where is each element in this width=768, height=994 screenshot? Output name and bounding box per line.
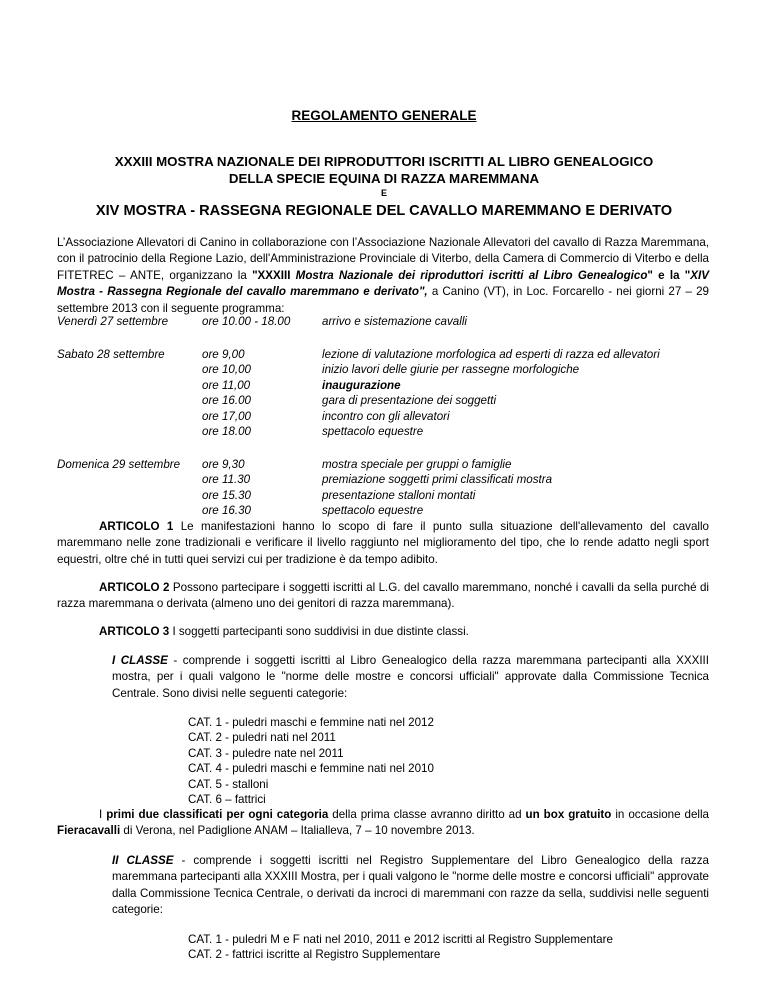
schedule-time: ore 10.00 - 18.00 <box>202 315 291 328</box>
intro-paragraph <box>57 235 709 317</box>
intro-bold-2: " e la " <box>647 268 691 282</box>
article-1 <box>57 519 709 568</box>
schedule-activity: mostra speciale per gruppi o famiglie <box>322 458 512 471</box>
category-item: CAT. 2 - puledri nati nel 2011 <box>188 731 336 745</box>
intro-text-1: L’Associazione Allevatori di Canino in collaborazione con l’Associazione Nazionale Allevatori del cavallo di Razza Maremmana, con il patrocinio della Regione Lazio, dell'Amministrazione Provinciale di Viterbo, della Camera di Commercio di Viterbo e della FITETREC – ANTE, organizzano la <box>57 236 709 282</box>
schedule-activity-highlight: inaugurazione <box>322 378 401 392</box>
category-item: CAT. 5 - stalloni <box>188 777 269 791</box>
document-title: REGOLAMENTO GENERALE <box>291 108 477 123</box>
schedule-activity: lezione di valutazione morfologica ad esperti di razza ed allevatori <box>322 348 660 361</box>
schedule-time: ore 11,00 <box>202 378 251 392</box>
schedule-time: ore 18.00 <box>202 425 251 439</box>
schedule-activity: inizio lavori delle giurie per rassegne morfologiche <box>322 363 580 377</box>
prize-text: in occasione della <box>611 808 709 821</box>
schedule-time: ore 17,00 <box>202 409 251 423</box>
category-item: CAT. 1 - puledri M e F nati nel 2010, 2011 e 2012 iscritti al Registro Supplementare <box>188 933 613 946</box>
intro-bolditalic-2: XIV Mostra - Rassegna Regionale del cavallo maremmano e derivato <box>57 268 709 299</box>
schedule-activities <box>322 457 552 519</box>
schedule-day: Sabato 28 settembre <box>57 348 165 361</box>
article-3 <box>57 624 709 640</box>
class-2-text: - comprende i soggetti iscritti nel Registro Supplementare del Libro Genealogico della razza maremmana partecipanti alla XXXIII Mostra, per i quali valgono le "norme delle mostre e concorsi ufficiali" approvate dalla Commissione Tecnica Centrale, o derivati da incroci di maremmani con razze da sella, suddivisi nelle seguenti categorie: <box>112 854 710 917</box>
class-2-label: II CLASSE <box>112 854 174 867</box>
schedule-time: ore 16.30 <box>202 504 251 518</box>
schedule-time: ore 9,00 <box>202 348 245 361</box>
schedule-activity: presentazione stalloni montati <box>322 488 476 502</box>
class-1-text: - comprende i soggetti iscritti al Libro Genealogico della razza maremmana partecipanti alla XXXIII mostra, per i quali valgono le "norme delle mostre e concorsi ufficiali" approvate dalla Commissione Tecnica Centrale. Sono divisi nelle seguenti categorie: <box>112 654 709 700</box>
schedule-activity: spettacolo equestre <box>322 504 424 518</box>
schedule-activity: arrivo e sistemazione cavalli <box>322 315 467 328</box>
schedule-time: ore 10,00 <box>202 363 251 377</box>
schedule-activity: spettacolo equestre <box>322 425 424 439</box>
class-1-categories <box>188 715 434 807</box>
schedule-activity: gara di presentazione dei soggetti <box>322 394 497 408</box>
schedule-time: ore 15.30 <box>202 488 251 502</box>
article-2 <box>57 580 709 613</box>
schedule-activities <box>322 347 660 439</box>
schedule-activity: incontro con gli allevatori <box>322 409 450 423</box>
schedule-times <box>202 457 251 519</box>
category-item: CAT. 4 - puledri maschi e femmine nati nel 2010 <box>188 762 434 776</box>
article-1-text: Le manifestazioni hanno lo scopo di fare il punto sulla situazione dell'allevamento del cavallo maremmano nelle zone tradizionali e verificare il livello raggiunto nel miglioramento del tipo, che lo rende adatto negli sport equestri, oltre ché in tutti quei servizi cui per tradizione è da tempo adibito. <box>57 520 709 566</box>
article-2-text: Possono partecipare i soggetti iscritti al L.G. del cavallo maremmano, nonché i cavalli da sella purché di razza maremmana o derivata (almeno uno dei genitori di razza maremmana). <box>57 581 709 611</box>
schedule-time: ore 16.00 <box>202 394 251 408</box>
schedule-times <box>202 347 251 439</box>
intro-text-2: a Canino (VT), in Loc. Forcarello - nei giorni 27 – 29 settembre 2013 con il seguente programma: <box>57 285 709 315</box>
intro-bold-3: ", <box>418 285 428 299</box>
class-1 <box>112 653 709 702</box>
class-1-label: I CLASSE <box>112 654 168 667</box>
category-item: CAT. 6 – fattrici <box>188 793 266 807</box>
prize-text: I <box>99 808 107 821</box>
prize-text: della prima classe avranno diritto ad <box>328 808 526 821</box>
heading-2: XIV MOSTRA - RASSEGNA REGIONALE DEL CAVALLO MAREMMANO E DERIVATO <box>95 203 673 219</box>
schedule-day: Venerdì 27 settembre <box>57 315 169 328</box>
schedule-day: Domenica 29 settembre <box>57 458 181 471</box>
article-3-text: I soggetti partecipanti sono suddivisi in due distinte classi. <box>169 625 469 638</box>
prize-bold: primi due classificati per ogni categoria <box>106 808 329 821</box>
intro-bold-1: "XXXIII <box>252 268 296 282</box>
heading-conjunction: E <box>380 188 387 198</box>
category-item: CAT. 1 - puledri maschi e femmine nati nel 2012 <box>188 716 434 729</box>
article-3-label: ARTICOLO 3 <box>99 625 170 638</box>
schedule-activity: premiazione soggetti primi classificati mostra <box>322 473 553 487</box>
prize-text: di Verona, nel Padiglione ANAM – Italialleva, 7 – 10 novembre 2013. <box>120 824 475 838</box>
schedule-time: ore 11.30 <box>202 473 251 487</box>
intro-bolditalic-1: Mostra Nazionale dei riproduttori iscritti al Libro Genealogico <box>295 268 648 282</box>
prize-paragraph <box>57 807 709 840</box>
article-2-label: ARTICOLO 2 <box>99 581 170 594</box>
prize-bold: un box gratuito <box>525 808 612 821</box>
schedule-time: ore 9,30 <box>202 458 245 471</box>
class-2-categories <box>188 932 613 963</box>
category-item: CAT. 3 - puledre nate nel 2011 <box>188 746 344 760</box>
heading-line-2: DELLA SPECIE EQUINA DI RAZZA MAREMMANA <box>228 171 540 186</box>
class-2 <box>112 853 709 919</box>
article-1-label: ARTICOLO 1 <box>99 520 174 533</box>
category-item: CAT. 2 - fattrici iscritte al Registro Supplementare <box>188 948 441 962</box>
prize-bold: Fieracavalli <box>57 824 121 838</box>
heading-line-1: XXXIII MOSTRA NAZIONALE DEI RIPRODUTTORI ISCRITTI AL LIBRO GENEALOGICO <box>114 154 654 169</box>
